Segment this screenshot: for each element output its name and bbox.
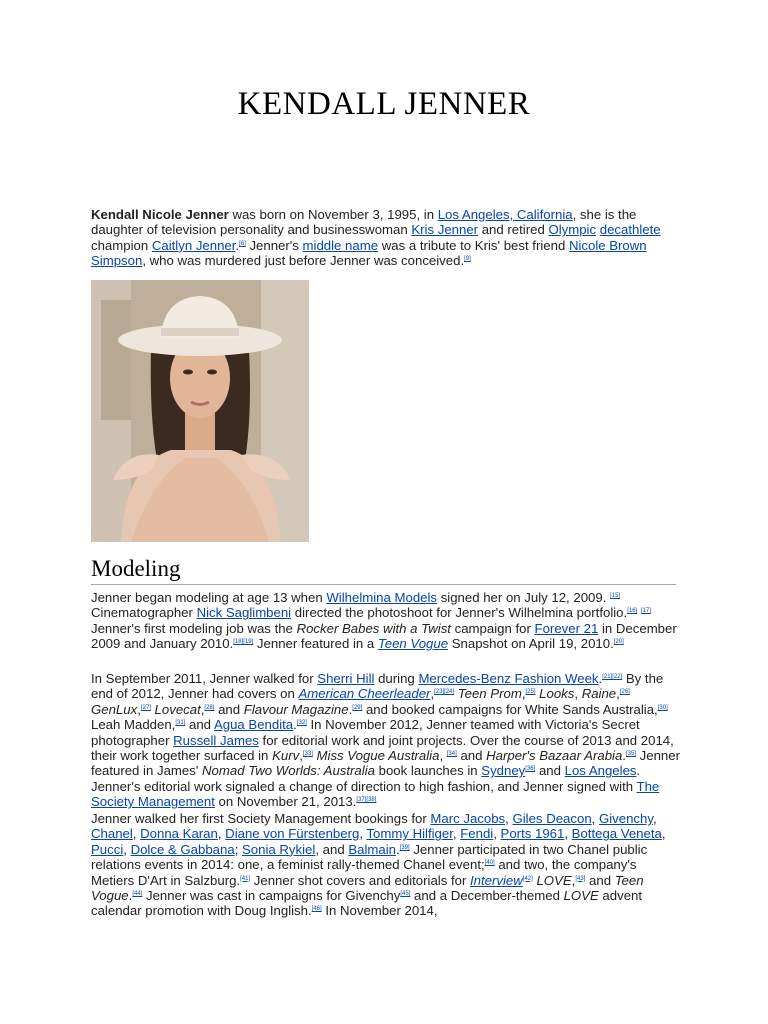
text: , [521, 686, 526, 702]
text: directed the photoshoot for Jenner's Wilhelmina portfolio. [291, 605, 628, 621]
citation[interactable]: [45] [400, 891, 411, 898]
text: , [616, 686, 620, 702]
citation[interactable]: [17] [640, 608, 651, 615]
citation[interactable]: [30] [657, 704, 668, 711]
text: and two, the company's Metiers D'Art in Salzburg. [91, 857, 637, 888]
citation[interactable]: [25] [525, 689, 536, 696]
link-fendi[interactable]: Fendi [460, 826, 494, 842]
citation[interactable]: [42] [522, 875, 533, 882]
text: , [200, 701, 205, 717]
text: and [535, 763, 565, 779]
citation[interactable]: [28] [204, 704, 215, 711]
link-russell-james[interactable]: Russell James [173, 732, 259, 748]
magazine-title: LOVE [563, 888, 599, 904]
modeling-paragraph-1 [91, 590, 681, 652]
link-interview[interactable]: Interview [470, 872, 523, 888]
text: , [430, 686, 435, 702]
text: Jenner featured in James' [91, 748, 680, 779]
magazine-title: Flavour Magazine [243, 701, 349, 717]
citation[interactable]: [44] [132, 891, 143, 898]
text: Leah Madden, [91, 717, 176, 733]
citation[interactable]: [33] [302, 751, 313, 758]
magazine-title: LOVE [532, 872, 572, 888]
text: and [214, 701, 244, 717]
text: Jenner featured in a [253, 636, 378, 652]
citation[interactable]: [40] [484, 860, 495, 867]
campaign-title: Rocker Babes with a Twist [296, 620, 451, 636]
section-heading-modeling: Modeling [91, 556, 676, 585]
text: during [374, 671, 419, 686]
link-ports-1961[interactable]: Ports 1961 [500, 826, 565, 842]
magazine-title: Miss Vogue Australia [312, 748, 440, 764]
link-wilhelmina-models[interactable]: Wilhelmina Models [326, 590, 438, 605]
link-balmain[interactable]: Balmain [348, 841, 396, 857]
text: , [493, 826, 501, 842]
text: , [123, 841, 131, 857]
link-marc-jacobs[interactable]: Marc Jacobs [430, 811, 506, 826]
link-mercedes-benz-fashion-week[interactable]: Mercedes-Benz Fashion Week [418, 671, 599, 686]
link-nick-saglimbeni[interactable]: Nick Saglimbeni [196, 605, 292, 621]
modeling-paragraph-3 [91, 811, 681, 919]
text: book launches in [374, 763, 482, 779]
magazine-title: Looks [535, 686, 575, 702]
text: , she is the daughter of television personality and businesswoman [91, 207, 637, 238]
text: and a December-themed [410, 888, 564, 904]
link-pucci[interactable]: Pucci [91, 841, 124, 857]
text: Jenner walked her first Society Management bookings for [91, 811, 431, 826]
citation[interactable]: [37][38] [356, 797, 377, 804]
magazine-title: Teen Vogue [91, 872, 644, 904]
text: , [452, 826, 461, 842]
text: ; [234, 841, 243, 857]
link-caitlyn-jenner[interactable]: Caitlyn Jenner [151, 237, 236, 253]
text: In November 2012, Jenner teamed with Victoria's Secret photographer [91, 717, 640, 748]
link-chanel[interactable]: Chanel [91, 826, 133, 842]
text: and retired [478, 222, 549, 238]
text: . [348, 701, 353, 717]
text: and [456, 748, 487, 764]
link-giles-deacon[interactable]: Giles Deacon [512, 811, 592, 826]
text: , [652, 811, 657, 826]
link-donna-karan[interactable]: Donna Karan [140, 826, 218, 842]
text: . [395, 841, 400, 857]
magazine-title: Raine [581, 686, 617, 702]
link-american-cheerleader[interactable]: American Cheerleader [298, 686, 431, 702]
text: . [293, 717, 297, 733]
text: and booked campaigns for White Sands Australia, [362, 701, 658, 717]
link-sherri-hill[interactable]: Sherri Hill [317, 671, 375, 686]
text: Jenner was cast in campaigns for Givenchy [142, 888, 401, 904]
link-teen-vogue[interactable]: Teen Vogue [377, 636, 449, 652]
link-bottega-veneta[interactable]: Bottega Veneta [571, 826, 662, 842]
citation[interactable]: [27] [140, 704, 151, 711]
intro-paragraph: Kendall Nicole Jenner was born on November 3, 1995, in Los Angeles, California, she is the daughter of television personality and businesswoman Kris Jenner and retired Olympic decathlete champion Caitlyn Jenner.[6] Jenner's middle name was a tribute to Kris' best friend Nicole Brown Simpson, who was murdered just before Jenner was conceived.[9] [91, 207, 661, 269]
text: , [591, 811, 599, 826]
text: campaign for [450, 620, 535, 636]
magazine-title: Kurv [272, 748, 300, 764]
text: . [598, 671, 603, 686]
text: , [359, 826, 367, 842]
magazine-title: Teen Prom [454, 686, 522, 702]
portrait-photo [91, 280, 309, 542]
link-sonia-rykiel[interactable]: Sonia Rykiel [242, 841, 316, 857]
text: was born on November 3, 1995, in [228, 207, 438, 222]
text: Jenner's first modeling job was the [91, 620, 297, 636]
text: and [585, 872, 615, 888]
text: Jenner shot covers and editorials for [250, 872, 471, 888]
citation[interactable]: [26] [619, 689, 630, 696]
text: , [505, 811, 513, 826]
text: In September 2011, Jenner walked for [91, 671, 318, 686]
text: , [439, 748, 447, 764]
modeling-paragraph-2 [91, 671, 681, 810]
link-sydney[interactable]: Sydney [481, 763, 526, 779]
text: Snapshot on April 19, 2010. [448, 636, 614, 652]
citation[interactable]: [39] [399, 844, 410, 851]
citation[interactable]: [34] [446, 751, 457, 758]
text: in December 2009 and January 2010. [91, 620, 677, 652]
text: . [128, 888, 133, 904]
magazine-title: Harper's Bazaar Arabia [486, 748, 623, 764]
text: and [185, 717, 214, 733]
text: , [574, 686, 582, 702]
link-decathlete[interactable]: decathlete [599, 222, 661, 238]
citation[interactable]: [15] [610, 593, 621, 599]
text: , [661, 826, 666, 842]
link-los-angeles[interactable]: Los Angeles, California [437, 207, 573, 222]
text: . [622, 748, 626, 764]
link-diane-von-furstenberg[interactable]: Diane von Fürstenberg [225, 826, 360, 842]
citation[interactable]: [16] [627, 608, 638, 615]
text: , [132, 826, 141, 842]
text: , [571, 872, 576, 888]
link-nicole-brown-simpson[interactable]: Nicole Brown Simpson [91, 237, 647, 269]
citation[interactable]: [21][22] [602, 674, 623, 680]
citation[interactable]: [29] [352, 704, 363, 711]
text: Jenner began modeling at age 13 when [91, 590, 327, 605]
text: , [299, 748, 303, 764]
text: By the end of 2012, Jenner had covers on [91, 671, 664, 702]
text: champion [91, 237, 152, 253]
link-olympic[interactable]: Olympic [548, 222, 597, 238]
citation[interactable]: [46] [311, 906, 322, 913]
citation[interactable]: [35] [625, 751, 636, 758]
text: , [217, 826, 226, 842]
text: on November 21, 2013. [214, 794, 357, 810]
citation[interactable]: [18][19] [233, 639, 254, 646]
text: signed her on July 12, 2009. [437, 590, 607, 605]
citation[interactable]: [6] [239, 240, 246, 247]
text: , [137, 701, 141, 717]
subject-name: Kendall Nicole Jenner [91, 207, 229, 222]
citation[interactable]: [43] [575, 875, 586, 882]
magazine-title: GenLux [91, 701, 138, 717]
magazine-title: Lovecat [150, 701, 201, 717]
text: Jenner's [245, 237, 303, 253]
text: , who was murdered just before Jenner was conceived. [142, 253, 465, 269]
link-tommy-hilfiger[interactable]: Tommy Hilfiger [366, 826, 453, 842]
citation[interactable]: [41] [240, 875, 251, 882]
citation[interactable]: [9] [464, 256, 471, 263]
page-title: KENDALL JENNER [237, 86, 531, 122]
link-los-angeles-2[interactable]: Los Angeles [564, 763, 637, 779]
link-kris-jenner[interactable]: Kris Jenner [411, 222, 479, 238]
book-title: Nomad Two Worlds: Australia [202, 763, 375, 779]
citation[interactable]: [31] [175, 720, 186, 727]
citation[interactable]: [32] [296, 720, 307, 727]
link-middle-name[interactable]: middle name [302, 237, 379, 253]
link-forever-21[interactable]: Forever 21 [534, 620, 599, 636]
link-agua-bendita[interactable]: Agua Bendita [213, 717, 294, 733]
text: , and [315, 841, 349, 857]
text: , [564, 826, 572, 842]
text: advent calendar promotion with Doug Inglish. [91, 888, 643, 919]
link-givenchy[interactable]: Givenchy [598, 811, 653, 826]
link-dolce-gabbana[interactable]: Dolce & Gabbana [130, 841, 235, 857]
citation[interactable]: [36] [525, 766, 536, 773]
portrait-illustration [91, 280, 309, 542]
text: was a tribute to Kris' best friend [378, 237, 569, 253]
citation[interactable]: [23][24] [434, 689, 455, 696]
text: for editorial work and joint projects. Over the course of 2013 and 2014, their work together surfaced in [91, 732, 674, 764]
text: Jenner participated in two Chanel public relations events in 2014: one, a feminist rally-themed Chanel event; [91, 841, 648, 873]
text: Cinematographer [91, 605, 197, 621]
link-the-society-management[interactable]: The Society Management [91, 778, 660, 810]
citation[interactable]: [20] [613, 639, 624, 646]
text: . Jenner's editorial work signaled a change of direction to high fashion, and Jenner signed with [91, 763, 641, 794]
text: In November 2014, [321, 903, 438, 919]
